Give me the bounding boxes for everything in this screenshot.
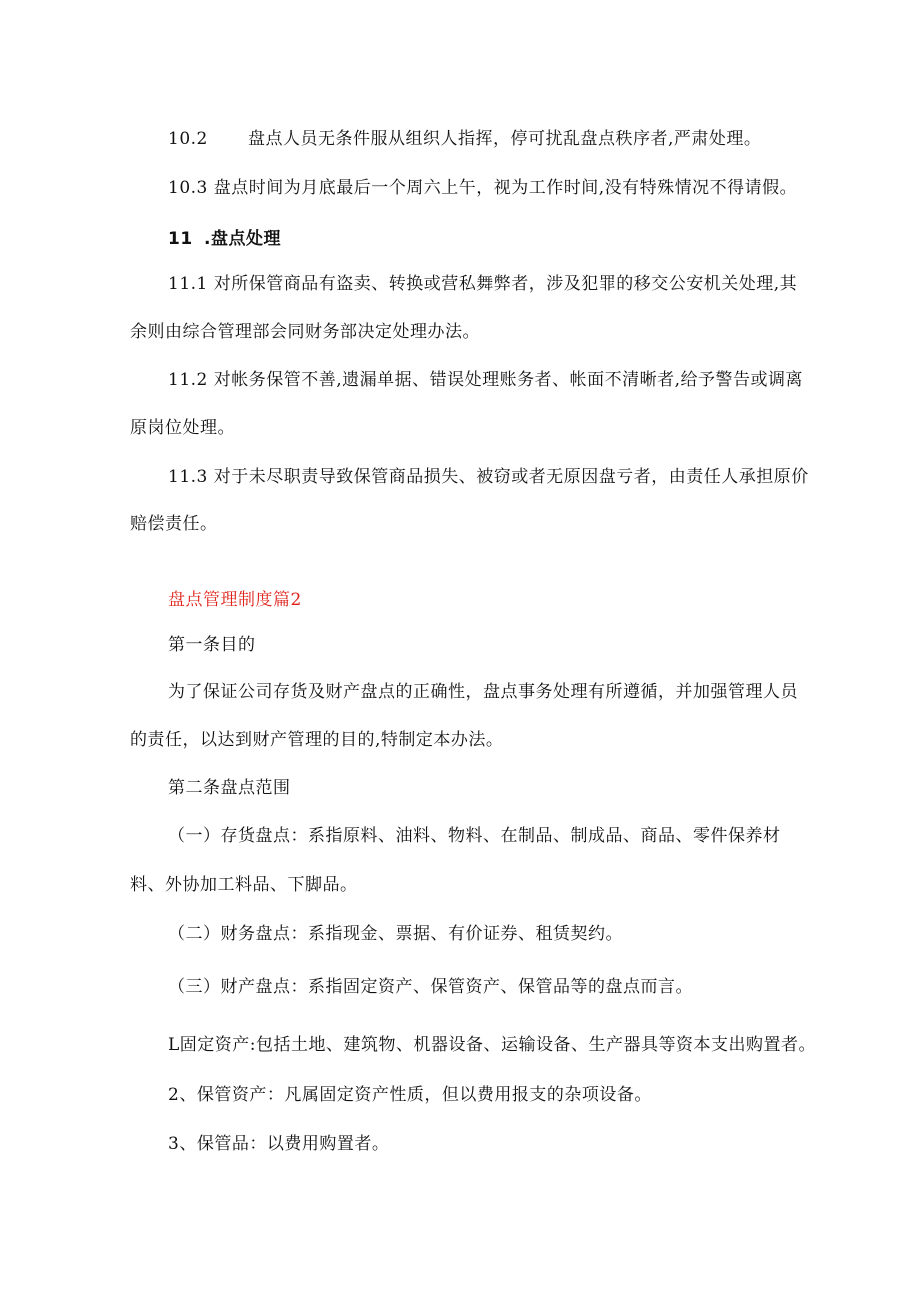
- clause-11-2-line2: 原岗位处理。: [130, 418, 235, 438]
- clause-10-3: 10.3 盘点时间为月底最后一个周六上午，视为工作时间,没有特殊情况不得请假。: [168, 178, 798, 198]
- article-2-item-3: （三）财产盘点：系指固定资产、保管资产、保管品等的盘点而言。: [168, 977, 693, 997]
- section-heading-11: [168, 228, 281, 250]
- article-2-item-1-line2: 料、外协加工料品、下脚品。: [130, 875, 358, 895]
- clause-11-3-line2: 赔偿责任。: [130, 514, 218, 534]
- article-1-line1: 为了保证公司存货及财产盘点的正确性，盘点事务处理有所遵循，并加强管理人员: [168, 682, 798, 702]
- article-1-title: 第一条目的: [168, 635, 256, 655]
- article-1-line2: 的责任，以达到财产管理的目的,特制定本办法。: [130, 730, 504, 750]
- clause-11-2-line1: 11.2 对帐务保管不善,遗漏单据、错误处理账务者、帐面不清晰者,给予警告或调离: [168, 370, 804, 390]
- clause-10-2: [168, 128, 761, 150]
- clause-number: 10.2: [168, 129, 208, 149]
- asset-item-1: L固定资产:包括土地、建筑物、机器设备、运输设备、生产器具等资本支出购置者。: [168, 1035, 817, 1055]
- heading-text: .盘点处理: [204, 229, 281, 249]
- clause-11-3-line1: 11.3 对于未尽职责导致保管商品损失、被窃或者无原因盘亏者，由责任人承担原价: [168, 467, 809, 487]
- asset-item-3: 3、保管品：以费用购置者。: [168, 1134, 390, 1154]
- clause-text: 盘点人员无条件服从组织人指挥，停可扰乱盘点秩序者,严肃处理。: [248, 129, 762, 149]
- article-2-item-2: （二）财务盘点：系指现金、票据、有价证券、租赁契约。: [168, 924, 623, 944]
- clause-11-1-line2: 余则由综合管理部会同财务部决定处理办法。: [130, 322, 480, 342]
- heading-number: 11: [168, 229, 193, 249]
- section-title: 盘点管理制度篇2: [168, 590, 302, 610]
- article-2-item-1-line1: （一）存货盘点：系指原料、油料、物料、在制品、制成品、商品、零件保养材: [168, 826, 781, 846]
- asset-item-2: 2、保管资产：凡属固定资产性质，但以费用报支的杂项设备。: [168, 1085, 652, 1105]
- clause-11-1-line1: 11.1 对所保管商品有盗卖、转换或营私舞弊者，涉及犯罪的移交公安机关处理,其: [168, 274, 798, 294]
- article-2-title: 第二条盘点范围: [168, 778, 291, 798]
